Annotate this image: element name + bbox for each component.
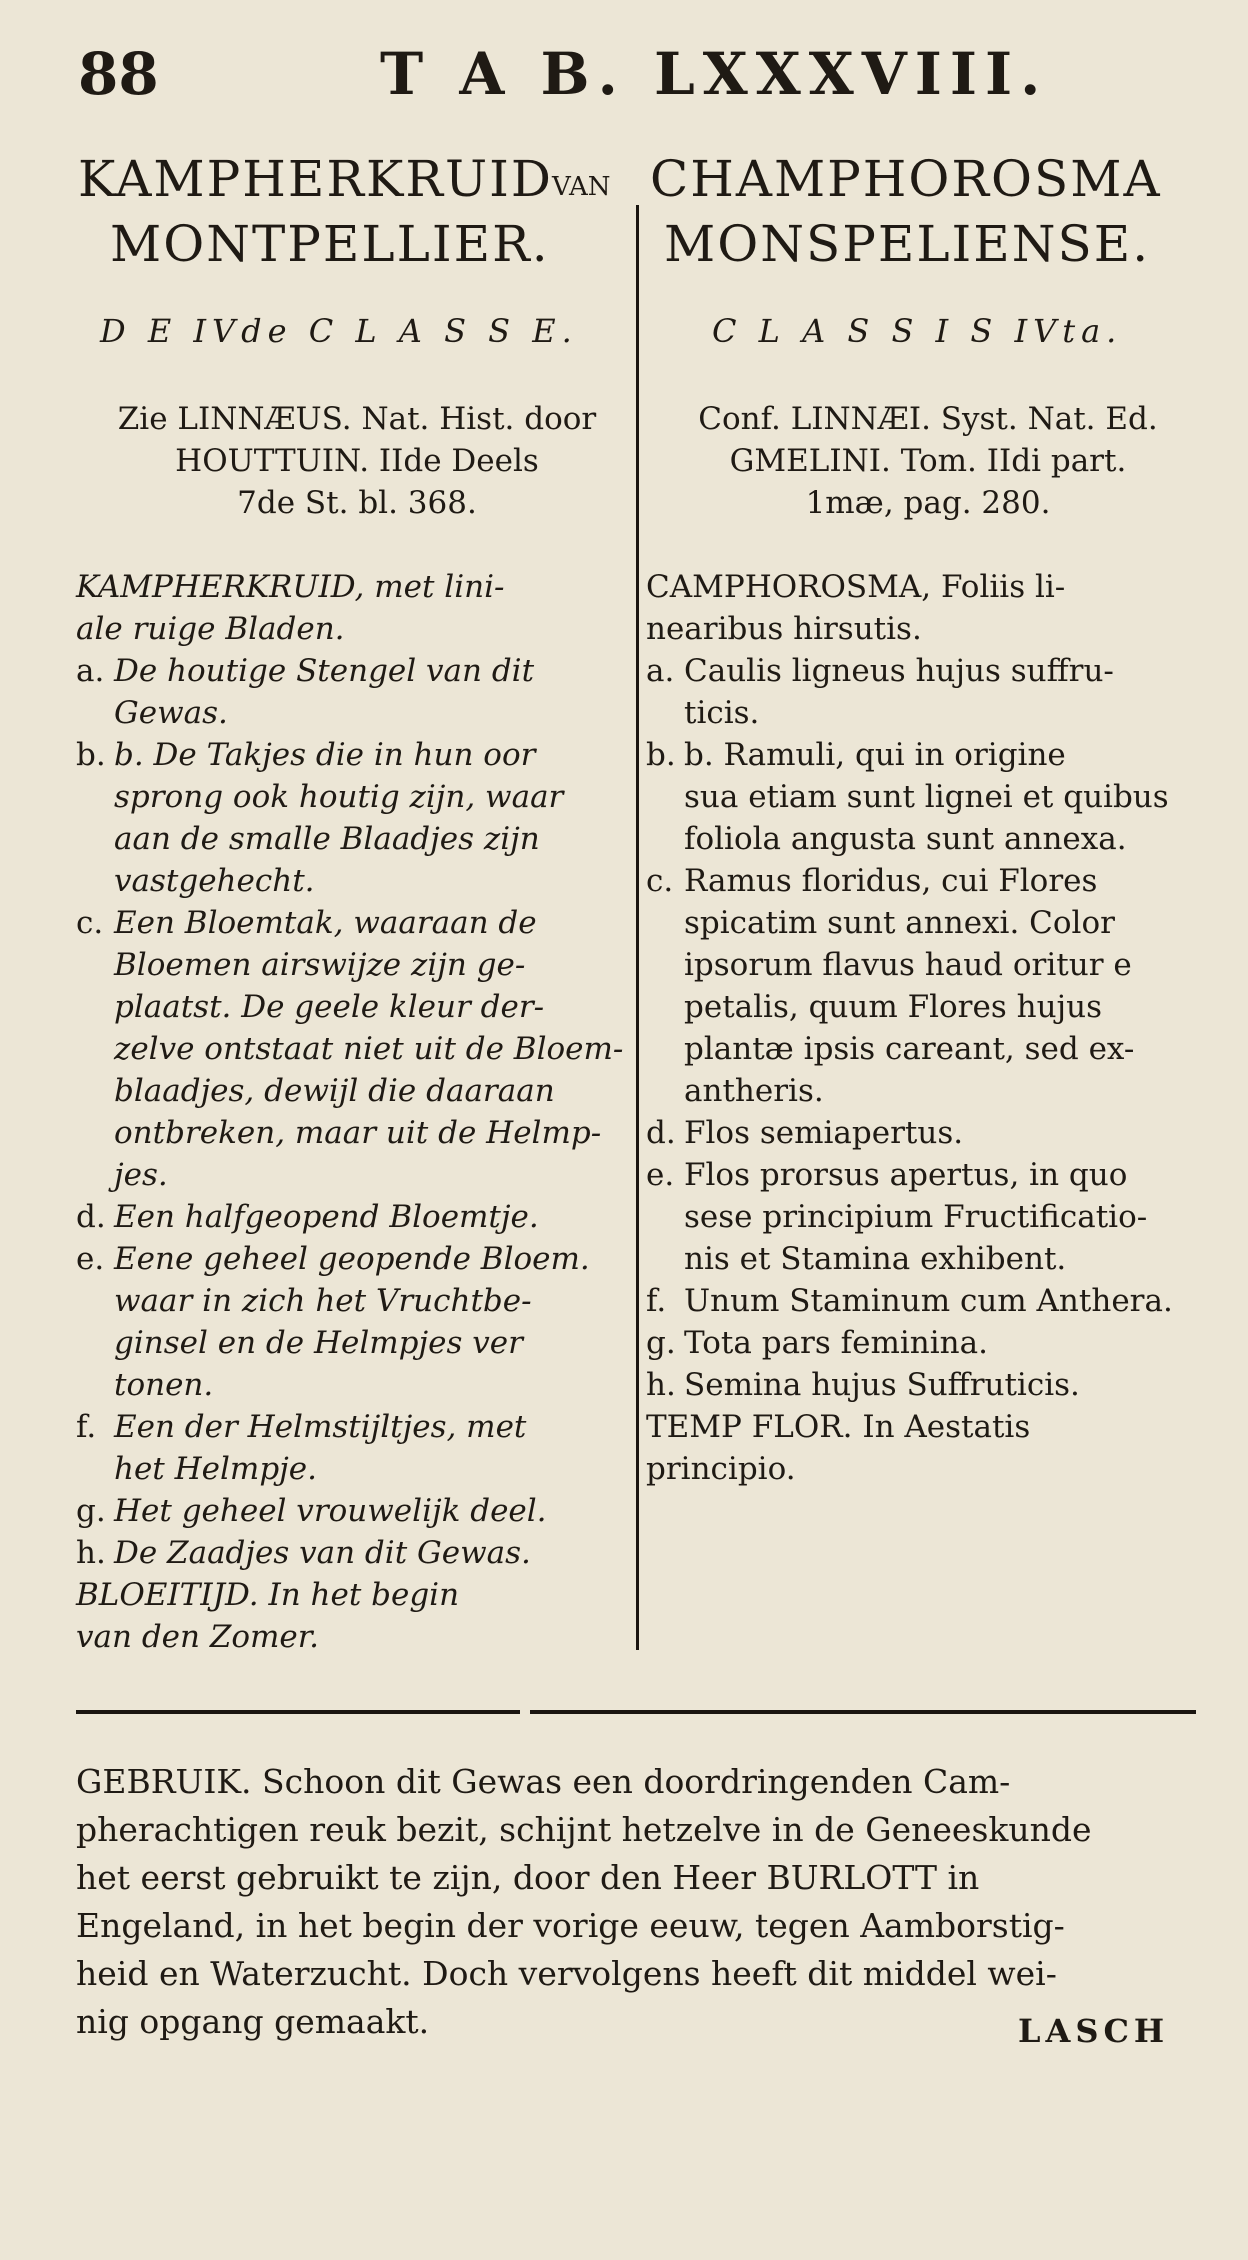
entry-line: principio.: [646, 1451, 796, 1487]
description-entry: [646, 860, 1212, 1112]
entry-label: f.: [646, 1283, 667, 1319]
reference-line: Zie LINNÆUS. Nat. Hist. door: [117, 401, 597, 437]
description-entry: [76, 650, 632, 734]
entry-label: g.: [76, 1493, 106, 1529]
entry-label: a.: [646, 653, 675, 689]
entry-line: De Zaadjes van dit Gewas.: [114, 1535, 531, 1571]
title-dutch-line1: KAMPHERKRUID: [78, 150, 554, 208]
column-divider: [636, 205, 639, 1650]
title-latin-line2: MONSPELIENSE.: [664, 215, 1151, 273]
entry-line: blaadjes, dewijl die daaraan: [114, 1073, 555, 1109]
reference-dutch: [82, 398, 632, 524]
entry-line: ipsorum flavus haud oritur e: [684, 947, 1132, 983]
entry-line: b. Ramuli, qui in origine: [684, 737, 1066, 773]
reference-line: 1mæ, pag. 280.: [805, 485, 1051, 521]
entry-line: tonen.: [114, 1367, 214, 1403]
entry-line: ginsel en de Helmpjes ver: [114, 1325, 523, 1361]
entry-line: waar in zich het Vruchtbe-: [114, 1283, 532, 1319]
usage-line: GEBRUIK. Schoon dit Gewas een doordringenden Cam-: [76, 1762, 1011, 1801]
entry-line: van den Zomer.: [76, 1619, 320, 1655]
entry-label: d.: [646, 1115, 676, 1151]
entry-line: Eene geheel geopende Bloem.: [114, 1241, 590, 1277]
entry-line: ticis.: [684, 695, 760, 731]
author-signature: LASCH: [1018, 2012, 1170, 2050]
description-entry: [76, 1238, 632, 1406]
description-entry: [646, 734, 1212, 860]
entry-label: f.: [76, 1409, 97, 1445]
entry-label: e.: [646, 1157, 675, 1193]
usage-line: het eerst gebruikt te zijn, door den Heer BURLOTT in: [76, 1858, 980, 1897]
entry-line: het Helmpje.: [114, 1451, 317, 1487]
reference-latin: [648, 398, 1208, 524]
description-entry: [76, 1490, 632, 1532]
description-entry: [76, 902, 632, 1196]
description-entry: [646, 1364, 1212, 1406]
entry-line: Semina hujus Suffruticis.: [684, 1367, 1080, 1403]
entry-label: g.: [646, 1325, 676, 1361]
reference-line: Conf. LINNÆI. Syst. Nat. Ed.: [698, 401, 1158, 437]
entry-line: sprong ook houtig zijn, waar: [114, 779, 564, 815]
description-entry: [646, 1154, 1212, 1280]
entry-line: TEMP FLOR. In Aestatis: [646, 1409, 1031, 1445]
entry-label: h.: [76, 1535, 106, 1571]
entry-line: spicatim sunt annexi. Color: [684, 905, 1115, 941]
entry-label: e.: [76, 1241, 105, 1277]
description-entry: [76, 566, 632, 650]
description-entry: [76, 1196, 632, 1238]
entry-line: Bloemen airswijze zijn ge-: [114, 947, 526, 983]
entry-line: nis et Stamina exhibent.: [684, 1241, 1067, 1277]
entry-label: h.: [646, 1367, 676, 1403]
title-van: VAN: [552, 172, 611, 202]
entry-line: Flos semiapertus.: [684, 1115, 964, 1151]
entry-line: Een der Helmstijltjes, met: [114, 1409, 527, 1445]
entry-line: BLOEITIJD. In het begin: [76, 1577, 460, 1613]
entry-line: aan de smalle Blaadjes zijn: [114, 821, 540, 857]
entry-line: petalis, quum Flores hujus: [684, 989, 1103, 1025]
description-entry: [646, 1112, 1212, 1154]
entry-label: b.: [646, 737, 676, 773]
usage-line: heid en Waterzucht. Doch vervolgens heeft dit middel wei-: [76, 1954, 1057, 1993]
page-number: 88: [78, 40, 159, 108]
entry-line: KAMPHERKRUID, met lini-: [76, 569, 505, 605]
entry-line: ontbreken, maar uit de Helmp-: [114, 1115, 602, 1151]
description-entry: [76, 1532, 632, 1574]
entry-line: sese principium Fructificatio-: [684, 1199, 1148, 1235]
entry-line: jes.: [114, 1157, 168, 1193]
entry-line: Ramus floridus, cui Flores: [684, 863, 1098, 899]
plate-number: T A B. LXXXVIII.: [380, 40, 1049, 108]
entry-line: Unum Staminum cum Anthera.: [684, 1283, 1173, 1319]
entry-line: zelve ontstaat niet uit de Bloem-: [114, 1031, 624, 1067]
entry-line: De houtige Stengel van dit: [114, 653, 535, 689]
entry-line: CAMPHOROSMA, Foliis li-: [646, 569, 1066, 605]
usage-line: Engeland, in het begin der vorige eeuw, tegen Aamborstig-: [76, 1906, 1065, 1945]
reference-line: HOUTTUIN. IIde Deels: [175, 443, 539, 479]
rule-right: [530, 1710, 1196, 1714]
description-entry: [646, 1322, 1212, 1364]
reference-line: 7de St. bl. 368.: [237, 485, 477, 521]
usage-paragraph: [76, 1758, 1206, 2046]
entry-line: Flos prorsus apertus, in quo: [684, 1157, 1128, 1193]
entry-label: c.: [646, 863, 674, 899]
entry-line: b. De Takjes die in hun oor: [114, 737, 536, 773]
classe-dutch: D E IVde C L A S S E.: [100, 312, 578, 350]
usage-line: pherachtigen reuk bezit, schijnt hetzelve in de Geneeskunde: [76, 1810, 1092, 1849]
entry-label: d.: [76, 1199, 106, 1235]
description-entry: [646, 566, 1212, 650]
description-entry: [76, 1574, 632, 1658]
description-entry: [646, 650, 1212, 734]
description-entry: [646, 1406, 1212, 1490]
entry-line: Het geheel vrouwelijk deel.: [114, 1493, 547, 1529]
entry-line: antheris.: [684, 1073, 824, 1109]
description-entry: [646, 1280, 1212, 1322]
entry-line: Tota pars feminina.: [684, 1325, 988, 1361]
entry-label: a.: [76, 653, 105, 689]
rule-left: [76, 1710, 520, 1714]
reference-line: GMELINI. Tom. IIdi part.: [729, 443, 1127, 479]
description-entry: [76, 734, 632, 902]
usage-line: nig opgang gemaakt.: [76, 2002, 430, 2041]
entry-label: c.: [76, 905, 104, 941]
entry-label: b.: [76, 737, 106, 773]
entry-line: Gewas.: [114, 695, 228, 731]
entry-line: nearibus hirsutis.: [646, 611, 922, 647]
entry-line: Een Bloemtak, waaraan de: [114, 905, 537, 941]
latin-descriptions: [646, 566, 1212, 1490]
title-dutch-line2: MONTPELLIER.: [110, 215, 550, 273]
entry-line: Een halfgeopend Bloemtje.: [114, 1199, 539, 1235]
description-entry: [76, 1406, 632, 1490]
entry-line: plaatst. De geele kleur der-: [114, 989, 545, 1025]
dutch-descriptions: [76, 566, 632, 1658]
entry-line: ale ruige Bladen.: [76, 611, 345, 647]
title-latin-line1: CHAMPHOROSMA: [650, 150, 1162, 208]
entry-line: sua etiam sunt lignei et quibus: [684, 779, 1169, 815]
entry-line: vastgehecht.: [114, 863, 315, 899]
entry-line: foliola angusta sunt annexa.: [684, 821, 1127, 857]
entry-line: plantæ ipsis careant, sed ex-: [684, 1031, 1135, 1067]
entry-line: Caulis ligneus hujus suffru-: [684, 653, 1114, 689]
classe-latin: C L A S S I S IVta.: [712, 312, 1123, 350]
